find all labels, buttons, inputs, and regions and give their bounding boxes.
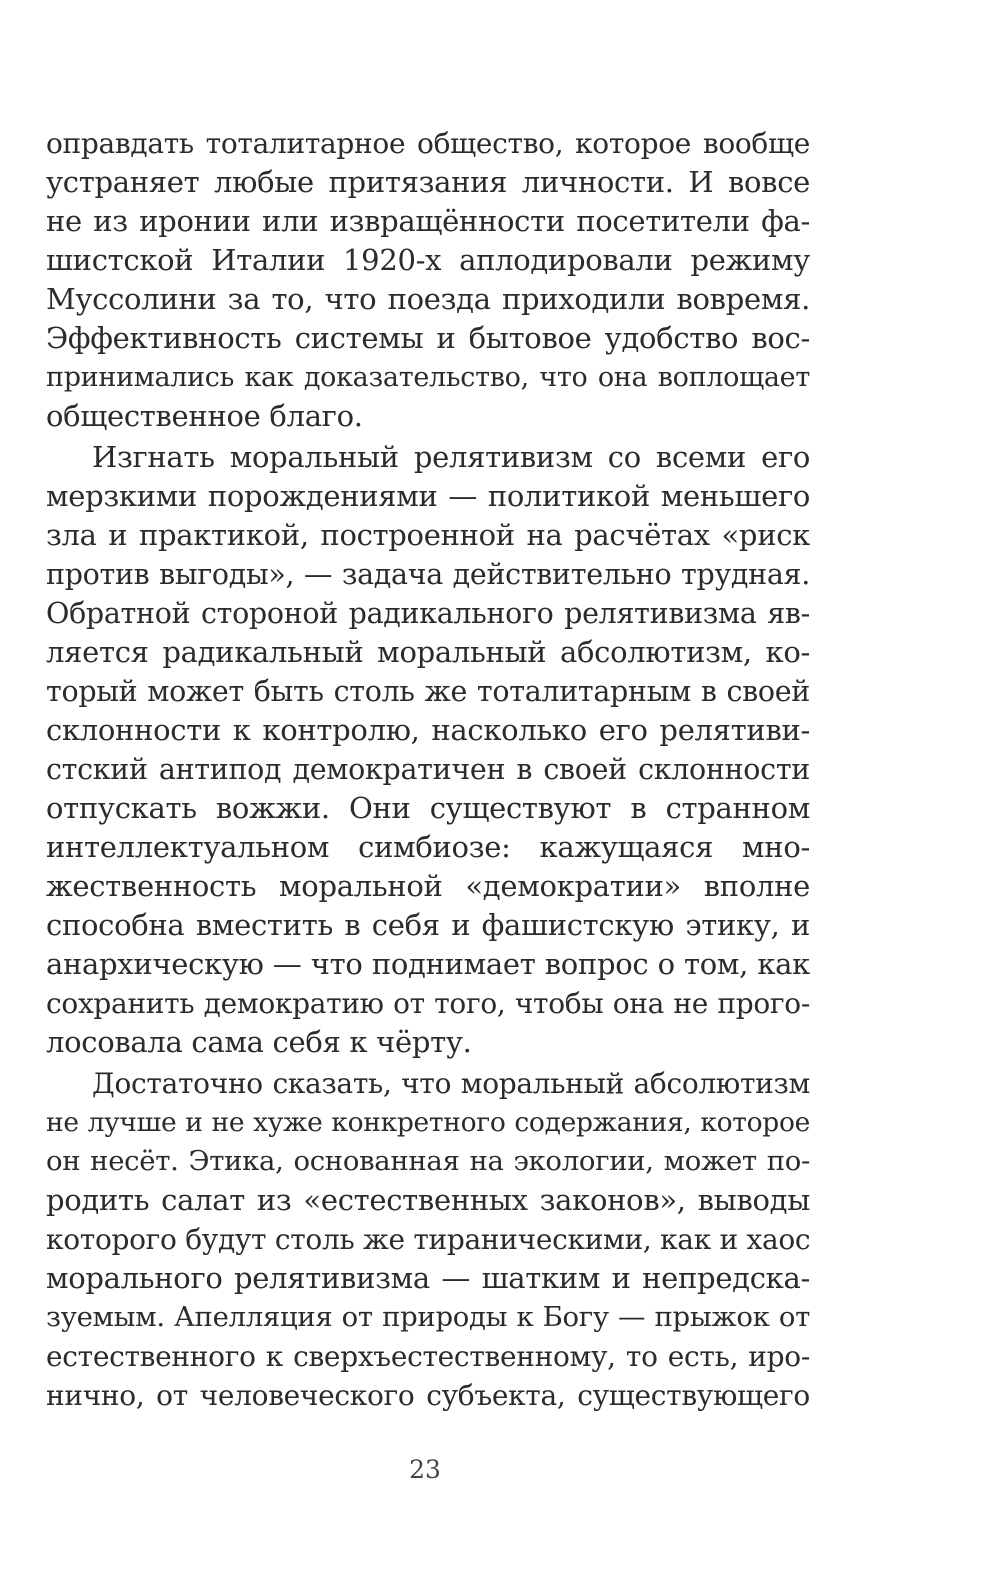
text-line: не из иронии или извращённости посетители фа- — [46, 204, 810, 238]
text-line: против выгоды», — задача действительно трудная. — [46, 558, 810, 591]
text-line: способна вместить в себя и фашистскую этику, и — [46, 908, 810, 942]
text-line: отпускать вожжи. Они существуют в странном — [46, 791, 810, 825]
text-line: Муссолини за то, что поезда приходили вовремя. — [46, 282, 810, 316]
text-line: Изгнать моральный релятивизм со всеми его — [92, 440, 810, 474]
text-line: естественного к сверхъестественному, то есть, иро- — [46, 1340, 810, 1373]
text-line: которого будут столь же тираническими, как и хаос — [46, 1223, 810, 1256]
text-line: зуемым. Апелляция от природы к Богу — прыжок от — [46, 1301, 810, 1333]
text-line: принимались как доказательство, что она воплощает — [46, 362, 810, 393]
text-line: он несёт. Этика, основанная на экологии, может по- — [46, 1145, 810, 1177]
text-line: нично, от человеческого субъекта, существующего — [46, 1379, 810, 1412]
paragraph-2 — [46, 438, 810, 1062]
text-line: анархическую — что поднимает вопрос о том, как — [46, 947, 810, 981]
page-body — [46, 124, 810, 1415]
text-line: Обратной стороной радикального релятивизма яв- — [46, 597, 810, 630]
text-line: зла и практикой, построенной на расчётах «риск — [46, 518, 810, 552]
text-line: ляется радикальный моральный абсолютизм, ко- — [46, 635, 810, 669]
text-line: шистской Италии 1920-х аплодировали режиму — [46, 243, 810, 277]
text-line: интеллектуальном симбиозе: кажущаяся мно- — [46, 830, 810, 864]
text-line: общественное благо. — [46, 399, 363, 433]
text-line: оправдать тоталитарное общество, которое вообще — [46, 127, 810, 160]
paragraph-3 — [46, 1064, 810, 1415]
text-line: Достаточно сказать, что моральный абсолютизм — [92, 1067, 810, 1100]
paragraph-1 — [46, 124, 810, 436]
text-line: торый может быть столь же тоталитарным в своей — [46, 675, 810, 708]
text-line: мерзкими порождениями — политикой меньшего — [46, 479, 810, 513]
text-line: стский антипод демократичен в своей склонности — [46, 753, 810, 786]
text-line: склонности к контролю, насколько его релятиви- — [46, 713, 810, 747]
text-line: морального релятивизма — шатким и непредска- — [46, 1261, 810, 1295]
text-line: Эффективность системы и бытовое удобство вос- — [46, 321, 810, 355]
text-line: не лучше и не хуже конкретного содержания, которое — [46, 1107, 810, 1138]
text-line: сохранить демократию от того, чтобы она не прого- — [46, 987, 810, 1020]
text-line: устраняет любые притязания личности. И вовсе — [46, 165, 810, 199]
text-line: жественность моральной «демократии» вполне — [46, 869, 810, 903]
text-line: родить салат из «естественных законов», выводы — [46, 1183, 810, 1217]
page-number: 23 — [409, 1455, 441, 1484]
text-line: лосовала сама себя к чёрту. — [46, 1025, 472, 1059]
